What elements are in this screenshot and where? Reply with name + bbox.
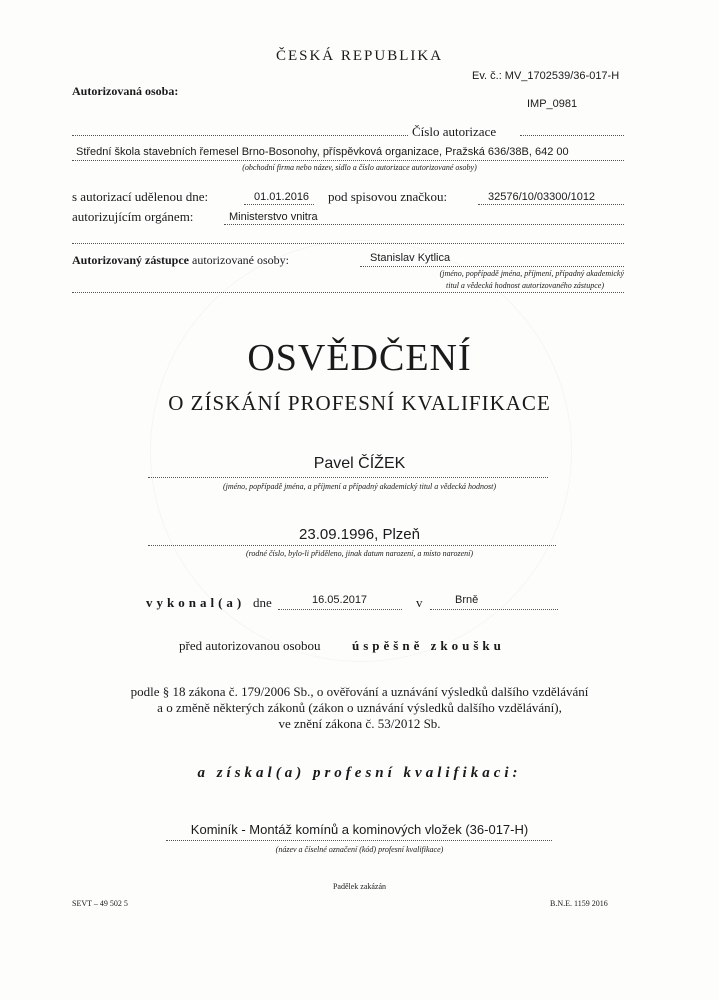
qualification-name: Kominík - Montáž komínů a kominových vložek (36-017-H): [190, 822, 529, 837]
organization-caption: (obchodní firma nebo název, sídlo a číslo autorizace autorizované osoby): [242, 163, 477, 172]
person-name-caption: (jméno, popřípadě jména, a příjmení a případný akademický titul a vědecká hodnost): [222, 482, 497, 491]
qualification-dots: [166, 840, 552, 841]
authorization-number-label: Číslo autorizace: [412, 124, 497, 139]
footer-left-code: SEVT – 49 502 5: [72, 899, 128, 908]
exam-place-label: v: [416, 595, 423, 610]
representative-label-bold: Autorizovaný zástupce: [72, 253, 189, 267]
authorization-number-dots: [520, 135, 624, 136]
person-birth: 23.09.1996, Plzeň: [299, 526, 420, 543]
representative-label: [72, 253, 289, 268]
authority-label: autorizujícím orgánem:: [72, 209, 194, 224]
representative-bottom-line: [72, 292, 624, 293]
before-label: před autorizovanou osobou: [179, 638, 321, 653]
file-number-dots: [478, 204, 624, 205]
organization-value: Střední škola stavebních řemesel Brno-Bosonohy, příspěvková organizace, Pražská 636/38B, 642 00: [76, 146, 569, 158]
authorization-granted-label: s autorizací udělenou dne:: [72, 189, 209, 204]
certificate-title: OSVĚDČENÍ: [247, 337, 472, 379]
representative-value: Stanislav Kytlica: [370, 252, 451, 264]
representative-label-rest: autorizované osoby:: [192, 253, 289, 267]
qualification-caption: (název a číselné označení (kód) profesní kvalifikace): [275, 845, 444, 854]
ev-number: Ev. č.: MV_1702539/36-017-H: [472, 70, 620, 82]
acquired-label: a získal(a) profesní kvalifikaci:: [197, 765, 522, 781]
authority-value: Ministerstvo vnitra: [229, 211, 318, 223]
exam-date-label: dne: [253, 595, 272, 610]
legal-line-3: ve znění zákona č. 53/2012 Sb.: [278, 716, 441, 731]
person-birth-caption: (rodné číslo, bylo-li přiděleno, jinak datum narození, a místo narození): [245, 549, 474, 558]
authority-dots: [224, 224, 624, 225]
person-name-dots: [148, 477, 548, 478]
performed-label: vykonal(a): [146, 595, 246, 610]
exam-place-dots: [430, 609, 558, 610]
person-name: Pavel ČÍŽEK: [313, 455, 406, 472]
date-dots: [244, 204, 314, 205]
imp-number: IMP_0981: [527, 98, 578, 110]
authorization-date: 01.01.2016: [254, 191, 310, 203]
footer-right-code: B.N.E. 1159 2016: [550, 899, 608, 908]
authorization-dots: [72, 135, 408, 136]
legal-line-2: a o změně některých zákonů (zákon o uznávání výsledků dalšího vzdělávání),: [157, 700, 562, 715]
file-number-label: pod spisovou značkou:: [328, 189, 448, 204]
certificate-subtitle: O ZÍSKÁNÍ PROFESNÍ KVALIFIKACE: [168, 391, 551, 415]
authorized-person-label: Autorizovaná osoba:: [72, 84, 179, 98]
exam-place: Brně: [455, 594, 479, 606]
file-number: 32576/10/03300/1012: [488, 191, 596, 203]
exam-result: úspěšně zkoušku: [352, 638, 505, 653]
legal-line-1: podle § 18 zákona č. 179/2006 Sb., o ověřování a uznávání výsledků dalšího vzdělávání: [130, 684, 589, 699]
representative-dots: [360, 266, 624, 267]
person-birth-dots: [148, 545, 556, 546]
representative-caption-1: (jméno, popřípadě jména, příjmení, případný akademický: [439, 269, 624, 278]
representative-caption-2: titul a vědecká hodnost autorizovaného zástupce): [446, 281, 604, 290]
forgery-notice: Padělek zakázán: [332, 882, 387, 891]
blank-line: [72, 243, 624, 244]
exam-date: 16.05.2017: [312, 594, 368, 606]
exam-date-dots: [278, 609, 402, 610]
country-heading: ČESKÁ REPUBLIKA: [275, 48, 444, 64]
organization-dots: [72, 160, 624, 161]
